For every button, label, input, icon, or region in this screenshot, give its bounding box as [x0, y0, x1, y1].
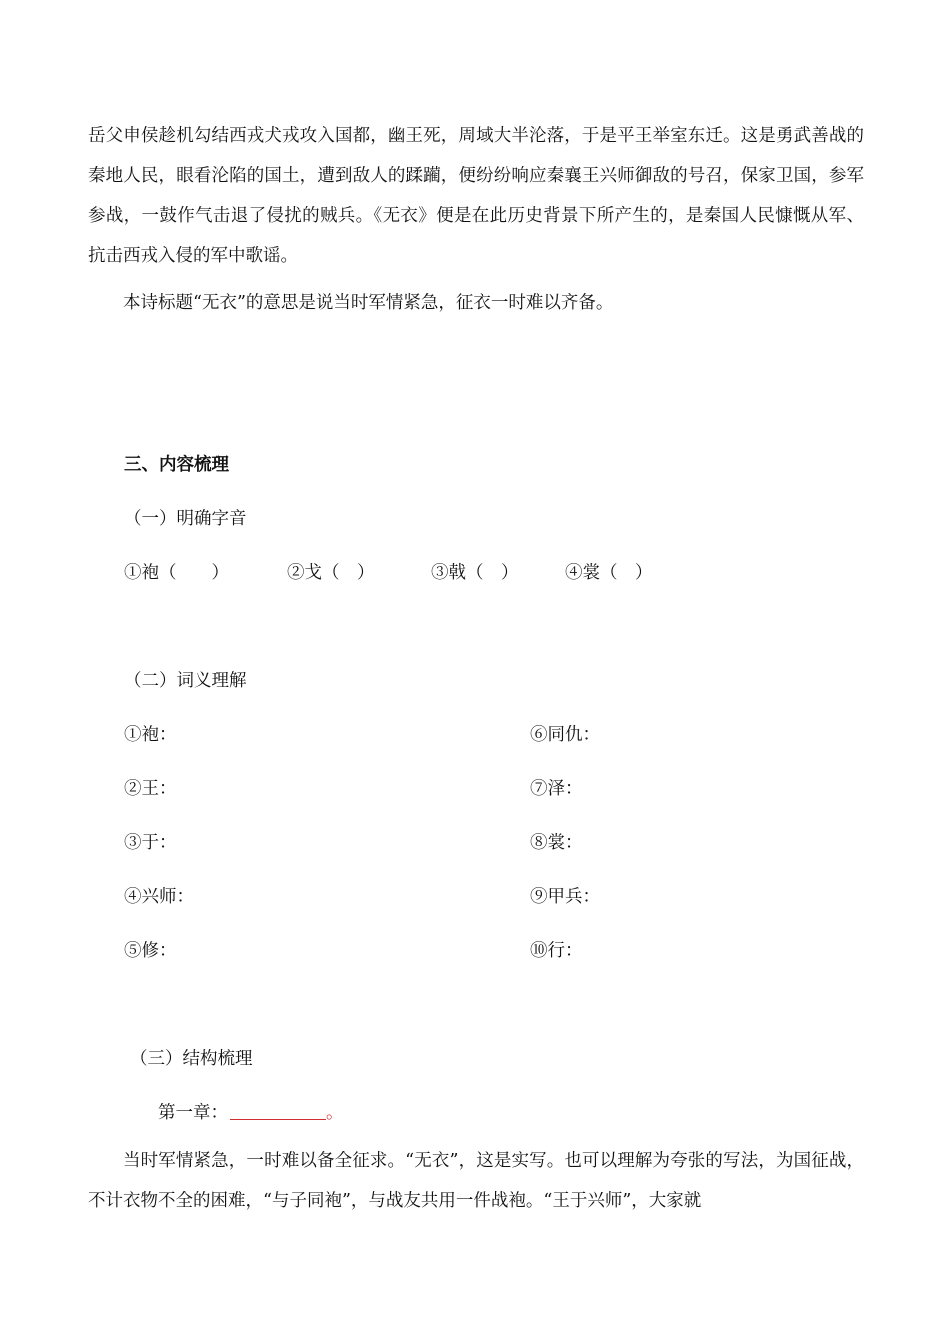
meaning-item-3: ③于：	[124, 833, 177, 853]
meaning-item-7: ⑦泽：	[530, 779, 583, 799]
meaning-item-1: ①袍：	[124, 725, 177, 745]
chapter-1-label: 第一章：	[158, 1103, 228, 1123]
pronunciation-item-3: ③戟（ ）	[431, 563, 519, 583]
structure-paragraph: 当时军情紧急，一时难以备全征求。“无衣”，这是实写。也可以理解为夸张的写法，为国征战，不计衣物不全的困难，“与子同袍”，与战友共用一件战袍。“王于兴师”，大家就	[88, 1151, 864, 1211]
intro-paragraph-2: 本诗标题“无衣”的意思是说当时军情紧急，征衣一时难以齐备。	[123, 293, 614, 313]
subsection-meaning-heading: （二）词义理解	[124, 671, 247, 691]
meaning-item-2: ②王：	[124, 779, 177, 799]
meaning-item-8: ⑧裳：	[530, 833, 583, 853]
meaning-item-9: ⑨甲兵：	[530, 887, 600, 907]
meaning-item-4: ④兴师：	[124, 887, 194, 907]
pronunciation-item-1: ①袍（ ）	[124, 563, 229, 583]
pronunciation-item-2: ②戈（ ）	[287, 563, 375, 583]
section-3-heading: 三、内容梳理	[124, 455, 229, 475]
chapter-1-blank	[230, 1101, 326, 1120]
chapter-1-line	[158, 1101, 344, 1125]
chapter-1-period: 。	[326, 1103, 344, 1123]
meaning-item-6: ⑥同仇：	[530, 725, 600, 745]
pronunciation-item-4: ④裳（ ）	[565, 563, 653, 583]
subsection-structure-heading: （三）结构梳理	[130, 1049, 253, 1069]
meaning-item-5: ⑤修：	[124, 941, 177, 961]
subsection-pronunciation-heading: （一）明确字音	[124, 509, 247, 529]
intro-paragraph-1: 岳父申侯趁机勾结西戎犬戎攻入国都，幽王死，周域大半沦落，于是平王举室东迁。这是勇武善战的秦地人民，眼看沦陷的国土，遭到敌人的蹂躏，便纷纷响应秦襄王兴师御敌的号召，保家卫国，参军参战，一鼓作气击退了侵扰的贼兵。《无衣》便是在此历史背景下所产生的，是秦国人民慷慨从军、抗击西戎入侵的军中歌谣。	[88, 126, 864, 266]
meaning-item-10: ⑩行：	[530, 941, 583, 961]
